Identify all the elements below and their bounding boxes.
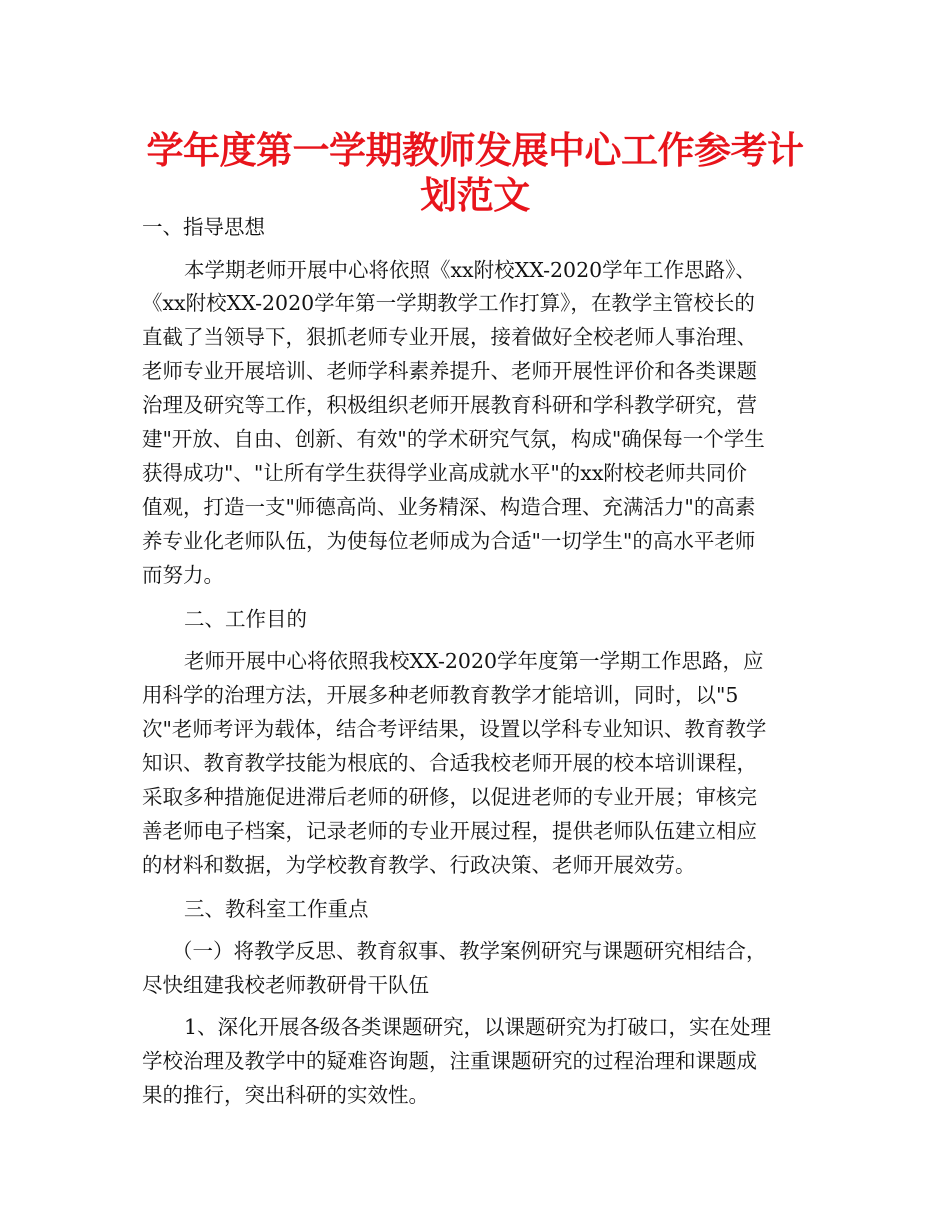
paragraph-line: 善老师电子档案，记录老师的专业开展过程，提供老师队伍建立相应 xyxy=(142,819,757,843)
paragraph-line: 采取多种措施促进滞后老师的研修，以促进老师的专业开展；审核完 xyxy=(142,785,757,809)
paragraph-line: 直截了当领导下，狠抓老师专业开展，接着做好全校老师人事治理、 xyxy=(142,325,757,349)
paragraph-line: 老师开展中心将依照我校XX-2020学年度第一学期工作思路，应 xyxy=(184,649,764,673)
paragraph-line: 知识、教育教学技能为根底的、合适我校老师开展的校本培训课程， xyxy=(142,751,757,775)
section-heading: 一、指导思想 xyxy=(142,215,265,239)
paragraph-line: 而努力。 xyxy=(142,563,224,587)
paragraph-line: 的材料和数据，为学校教育教学、行政决策、老师开展效劳。 xyxy=(142,853,696,877)
paragraph-line: 《xx附校XX-2020学年第一学期教学工作打算》，在教学主管校长的 xyxy=(142,291,755,315)
document-title-line-1: 学年度第一学期教师发展中心工作参考计 xyxy=(146,129,804,172)
paragraph-line: 用科学的治理方法，开展多种老师教育教学才能培训，同时，以"5 xyxy=(142,683,739,707)
paragraph-line: 果的推行，突出科研的实效性。 xyxy=(142,1083,429,1107)
section-heading: 三、教科室工作重点 xyxy=(184,897,369,921)
section-heading: 二、工作目的 xyxy=(184,607,307,631)
paragraph-line: 老师专业开展培训、老师学科素养提升、老师开展性评价和各类课题 xyxy=(142,359,757,383)
paragraph-line: 建"开放、自由、创新、有效"的学术研究气氛，构成"确保每一个学生 xyxy=(142,427,765,451)
document-title-line-2: 划范文 xyxy=(420,174,530,217)
subsection-heading: （一）将教学反思、教育叙事、教学案例研究与课题研究相结合， xyxy=(172,939,767,963)
subsection-heading: 尽快组建我校老师教研骨干队伍 xyxy=(142,973,429,997)
paragraph-line: 养专业化老师队伍，为使每位老师成为合适"一切学生"的高水平老师 xyxy=(142,529,756,553)
paragraph-line: 1、深化开展各级各类课题研究，以课题研究为打破口，实在处理 xyxy=(184,1015,772,1039)
paragraph-line: 本学期老师开展中心将依照《xx附校XX-2020学年工作思路》、 xyxy=(184,258,756,282)
paragraph-line: 治理及研究等工作，积极组织老师开展教育科研和学科教学研究，营 xyxy=(142,393,757,417)
paragraph-line: 值观，打造一支"师德高尚、业务精深、构造合理、充满活力"的高素 xyxy=(142,495,756,519)
paragraph-line: 次"老师考评为载体，结合考评结果，设置以学科专业知识、教育教学 xyxy=(142,717,767,741)
paragraph-line: 获得成功"、"让所有学生获得学业高成就水平"的xx附校老师共同价 xyxy=(142,461,747,485)
paragraph-line: 学校治理及教学中的疑难咨询题，注重课题研究的过程治理和课题成 xyxy=(142,1049,757,1073)
